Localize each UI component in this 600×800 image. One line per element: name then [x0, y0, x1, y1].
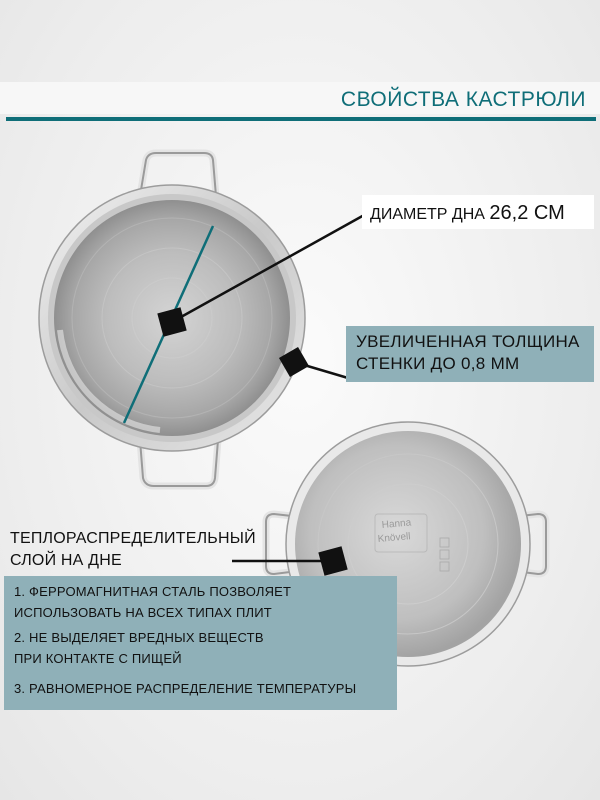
heat-layer-line1: ТЕПЛОРАСПРЕДЕЛИТЕЛЬНЫЙ — [10, 530, 256, 547]
wall-callout-line1: УВЕЛИЧЕННАЯ ТОЛЩИНА — [356, 332, 580, 351]
feature-1-line1: 1. ФЕРРОМАГНИТНАЯ СТАЛЬ ПОЗВОЛЯЕТ — [14, 584, 292, 599]
wall-callout-line2: СТЕНКИ ДО 0,8 ММ — [356, 354, 520, 373]
diameter-value: 26,2 СМ — [489, 202, 565, 224]
page-title: СВОЙСТВА КАСТРЮЛИ — [340, 88, 586, 111]
brand-stamp-line1: Hanna — [381, 517, 412, 531]
heat-layer-line2: СЛОЙ НА ДНЕ — [10, 552, 122, 569]
feature-3-line1: 3. РАВНОМЕРНОЕ РАСПРЕДЕЛЕНИЕ ТЕМПЕРАТУРЫ — [14, 681, 357, 696]
diameter-label: ДИАМЕТР ДНА — [370, 206, 485, 223]
feature-2-line2: ПРИ КОНТАКТЕ С ПИЩЕЙ — [14, 651, 182, 666]
feature-2-line1: 2. НЕ ВЫДЕЛЯЕТ ВРЕДНЫХ ВЕЩЕСТВ — [14, 630, 264, 645]
brand-stamp-line2: Knövell — [377, 531, 411, 545]
feature-1-line2: ИСПОЛЬЗОВАТЬ НА ВСЕХ ТИПАХ ПЛИТ — [14, 605, 272, 620]
diameter-callout — [370, 202, 565, 225]
